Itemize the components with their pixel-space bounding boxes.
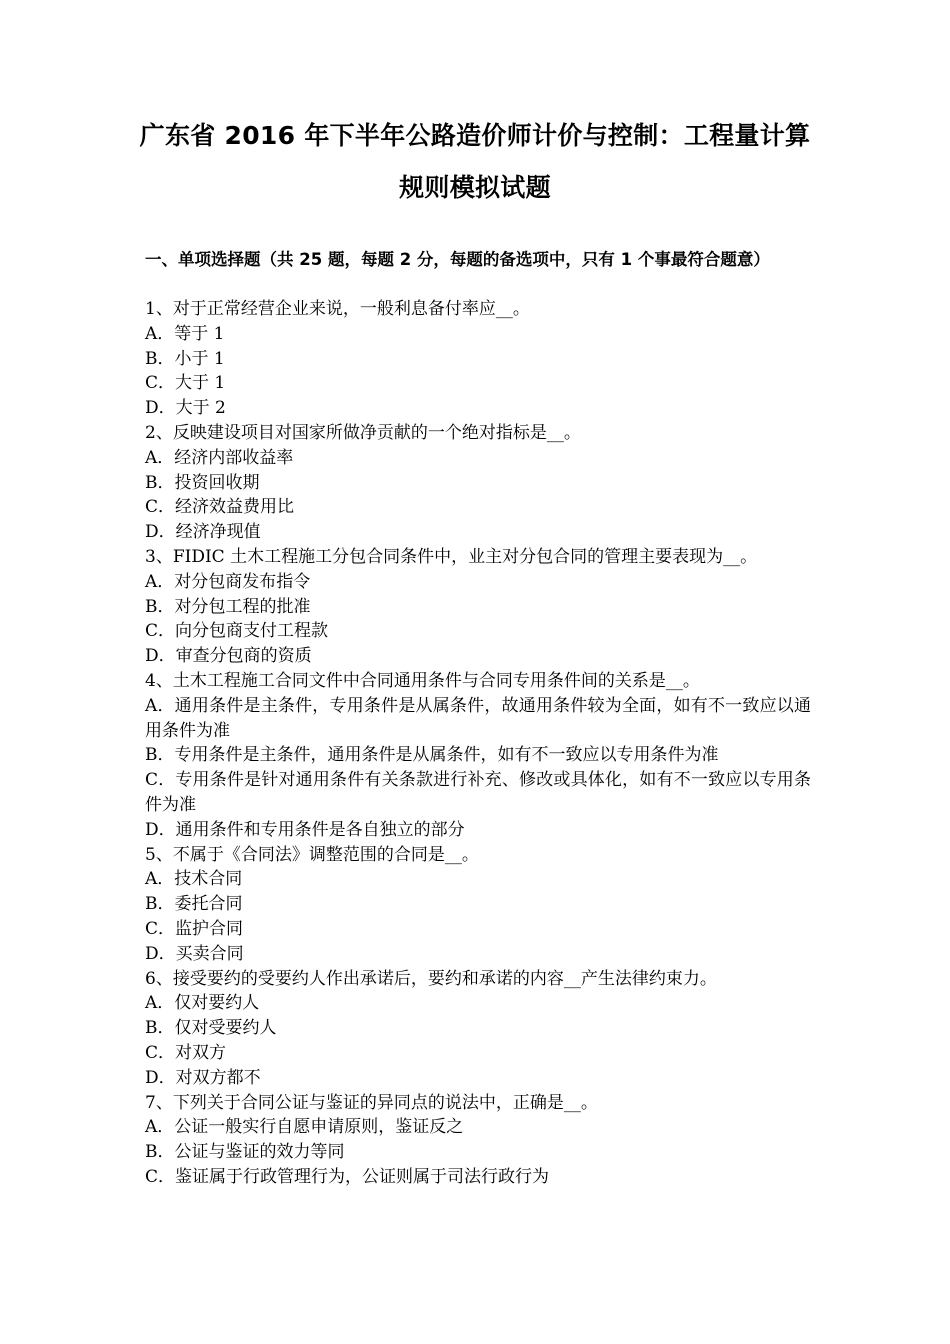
answer-option: C．大于 1 xyxy=(145,373,226,394)
answer-option: D．审查分包商的资质 xyxy=(145,646,312,667)
answer-option: C．向分包商支付工程款 xyxy=(145,621,329,642)
question-list xyxy=(145,297,811,1190)
answer-option: A．技术合同 xyxy=(145,869,243,890)
answer-option: C．经济效益费用比 xyxy=(145,497,295,518)
question-stem: 5、不属于《合同法》调整范围的合同是__。 xyxy=(145,844,479,865)
answer-option: A．公证一般实行自愿申请原则，鉴证反之 xyxy=(145,1117,464,1138)
answer-option: B．委托合同 xyxy=(145,894,243,915)
question-stem: 1、对于正常经营企业来说，一般利息备付率应__。 xyxy=(145,299,530,319)
question-stem: 4、土木工程施工合同文件中合同通用条件与合同专用条件间的关系是__。 xyxy=(145,670,700,691)
answer-option: C．对双方 xyxy=(145,1042,227,1063)
answer-option: D．通用条件和专用条件是各自独立的部分 xyxy=(145,819,465,840)
answer-option: D．经济净现值 xyxy=(145,522,261,543)
answer-option: A．经济内部收益率 xyxy=(145,447,294,468)
answer-option: B．对分包工程的批准 xyxy=(145,596,311,617)
answer-option: D．大于 2 xyxy=(145,398,226,419)
answer-option: A．仅对要约人 xyxy=(145,993,260,1014)
answer-option: C．监护合同 xyxy=(145,918,244,939)
question-stem: 3、FIDIC 土木工程施工分包合同条件中，业主对分包合同的管理主要表现为__。 xyxy=(145,546,758,567)
question-stem: 6、接受要约的受要约人作出承诺后，要约和承诺的内容__产生法律约束力。 xyxy=(145,968,717,989)
answer-option: B．小于 1 xyxy=(145,348,225,369)
document-title-line-2: 规则模拟试题 xyxy=(399,173,551,202)
answer-option: D．对双方都不 xyxy=(145,1067,261,1088)
document-title-line-1: 广东省 2016 年下半年公路造价师计价与控制：工程量计算 xyxy=(139,121,811,150)
answer-option: A．通用条件是主条件，专用条件是从属条件，故通用条件较为全面，如有不一致应以通用条件为准 xyxy=(145,695,811,741)
question-stem: 7、下列关于合同公证与鉴证的异同点的说法中，正确是__。 xyxy=(145,1092,598,1113)
question-stem: 2、反映建设项目对国家所做净贡献的一个绝对指标是__。 xyxy=(145,422,581,443)
answer-option: C．鉴证属于行政管理行为，公证则属于司法行政行为 xyxy=(145,1166,550,1187)
answer-option: B．公证与鉴证的效力等同 xyxy=(145,1142,345,1163)
answer-option: D．买卖合同 xyxy=(145,943,244,964)
answer-option: A．等于 1 xyxy=(145,323,225,344)
answer-option: B．专用条件是主条件，通用条件是从属条件，如有不一致应以专用条件为准 xyxy=(145,745,719,766)
answer-option: B．仅对受要约人 xyxy=(145,1018,277,1039)
answer-option: B．投资回收期 xyxy=(145,472,260,493)
answer-option: A．对分包商发布指令 xyxy=(145,571,311,592)
answer-option: C．专用条件是针对通用条件有关条款进行补充、修改或具体化，如有不一致应以专用条件为准 xyxy=(145,770,811,815)
section-heading: 一、单项选择题（共 25 题，每题 2 分，每题的备选项中，只有 1 个事最符合题意） xyxy=(145,250,770,269)
